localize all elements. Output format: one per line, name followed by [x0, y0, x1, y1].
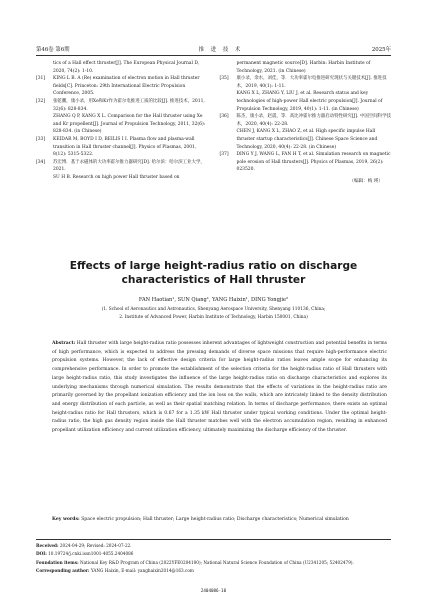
reference-number: [220, 60, 237, 75]
keywords: [52, 516, 387, 525]
abstract-text: Hall thruster with large height-radius ratio possesses inherent advantages of lightweight construction and potential benefits in terms of high performance, which is expected to address the pressing demands of diverse space missions that require high-performance electric propulsion systems. However, the lack of effective design criteria for large height-radius ratios leaves ample scope for enhancing its comprehensive performance. In order to promote the establishment of the selection criteria for the height-radius ratio of Hall thrusters with large height-radius ratio, this study investigates the influence of the large height-radius ratio on discharge characteristics and explores its underlying mechanisms through numerical simulation. The results demonstrate that the effects of variations in the height-radius ratio are primarily governed by the propellant ionization efficiency and the ion loss on the walls, which are intricately linked to the density distribution and energy distribution of each particle, as well as their spatial matching relation. In terms of discharge performance, there exists an optimal height-radius ratio for Hall thrusters, which is 0.67 for a 1.35 kW Hall thruster under typical working conditions. Under the optimal height-radius ratio, the high gas density region inside the Hall thruster matches well with the electron accumulation region, resulting in enhanced propellant utilization efficiency and current utilization efficiency, ultimately maximizing the discharge efficiency of the thruster.: [52, 341, 387, 434]
reference-number: [37]: [219, 152, 229, 158]
reference-entry: [36, 113, 208, 136]
affiliation-1: (1. School of Aeronautics and Astronautics, Shenyang Aerospace University, Shenyang 110136, China;: [101, 307, 326, 312]
reference-number: [36, 174, 53, 182]
reference-text: SU H B. Research on high power Hall thruster based on: [53, 174, 180, 180]
author-list: FAN Haotian¹, SUN Qiang¹, YANG Haixin¹, DING Yongjie²: [138, 297, 289, 303]
reference-number: [220, 90, 237, 113]
reference-text: CHEN J, KANG X L, ZHAO Z, et al. High specific impulse Hall thruster startup characteristics[J]. Chinese Space Science and Technology, 2020, 40(4): 22-28. (in Chinese): [236, 129, 378, 150]
reference-number: [36, 113, 53, 136]
reference-number: [34]: [36, 159, 46, 165]
reference-number: [36, 60, 53, 75]
reference-text: permanent magnetic source[D]. Harbin: Harbin Institute of Technology, 2021. (in Chinese): [236, 61, 371, 74]
doi-label: DOI:: [36, 551, 47, 557]
reference-number: [33]: [36, 136, 46, 142]
abstract-label: Abstract:: [52, 341, 76, 346]
corresponding-line: [36, 567, 391, 575]
doi-value[interactable]: 10.19724/j.cnki.issn1001-4055.2404086: [48, 551, 134, 557]
reference-text: DING Y J, WANG L, FAN H T, et al. Simulation research on magnetic pole erosion of Hall thrusters[J]. Physics of Plasmas, 2019, 26(2): 023520.: [236, 152, 391, 173]
funding-label: Foundation items:: [36, 559, 79, 565]
reference-entry: [220, 113, 392, 128]
page-number: 2404086-10: [200, 588, 227, 593]
references-left-column: [36, 60, 208, 256]
reference-entry: [220, 60, 392, 75]
reference-entry: [220, 128, 392, 151]
header-year: 2025年: [371, 47, 391, 53]
running-header: [36, 44, 391, 56]
funding-text: National Key R&D Program of China (2022YFE0204100); National Natural Science Foundation of China (U2341205; 52402479).: [79, 559, 354, 565]
received-line: [36, 542, 391, 550]
affiliations: [36, 306, 391, 322]
reference-entry: [220, 151, 392, 174]
references-section: [36, 60, 391, 256]
abstract: [52, 340, 387, 436]
journal-name: 推 进 技 术: [198, 47, 243, 53]
editor-note: （编辑：梅 瑛）: [349, 178, 383, 184]
received-label: Received:: [36, 543, 59, 548]
affiliation-2: 2. Institute of Advanced Power, Harbin Institute of Technology, Harbin 150001, China): [119, 315, 308, 320]
reference-number: [35]: [219, 76, 229, 82]
received-dates: 2024-04-29; Revised: 2024-07-22.: [59, 543, 132, 548]
doi-line: [36, 550, 391, 558]
keywords-text: Space electric propulsion; Hall thruster; Large height-radius ratio; Discharge characteristics; Numerical simulation: [81, 517, 349, 522]
corresponding-label: Corresponding author:: [36, 567, 90, 573]
reference-text: 陈杰，康小录，赵震，等．高比冲霍尔推力器启动特性研究[J]. 中国空间科学技术，2020, 40(4): 22-28.: [236, 114, 391, 127]
reference-entry: [36, 174, 208, 182]
reference-number: [36]: [219, 114, 229, 120]
funding-line: [36, 559, 391, 567]
reference-number: [220, 128, 237, 151]
reference-text: ZHANG Q P, KANG X L. Comparison for the Hall thruster using Xe and Kr propellent[J]. Journal of Propulsion Technology, 2011, 32(6): 828-834. (in Chinese): [53, 114, 206, 135]
corresponding-author: YANG Haixin, E-mail: yanghaixin2014@163.com: [90, 567, 194, 573]
reference-entry: [36, 136, 208, 159]
reference-text: KEIDAR M, BOYD I D, BEILIS I I. Plasma flow and plasma-wall transition in Hall thruster channel[J]. Physics of Plasmas, 2001, 8(12): 5315-5322.: [53, 136, 197, 158]
reference-number: [32]: [36, 98, 46, 104]
article-footnotes: [36, 539, 391, 575]
reference-number: [31]: [36, 76, 46, 82]
reference-text: KING L B. A (Re) examination of electron motion in Hall thruster fields[C]. Princeton: 29th International Electric Propulsion Conference, 2005.: [53, 76, 200, 97]
paper-title: Effects of large height-radius ratio on discharge characteristics of Hall thruster: [69, 260, 358, 286]
reference-entry: [36, 159, 208, 174]
reference-text: 张乾鹏，康小录，用Xe和Kr作为霍尔电推进工质的比较[J]. 推进技术，2011, 32(6): 828-834.: [53, 98, 205, 112]
reference-text: 康小录，余水，刘佳，等．大功率霍尔电推进研究现状与关键技术[J]. 推进技术，2019, 40(1): 1-11.: [236, 76, 387, 89]
reference-entry: [36, 98, 208, 113]
reference-text: 苏宏博．基于永磁体的大功率霍尔推力器研究[D]. 哈尔滨：哈尔滨工业大学，2021.: [53, 159, 205, 173]
reference-entry: [36, 60, 208, 75]
reference-entry: [220, 75, 392, 90]
references-right-column: [220, 60, 392, 256]
keywords-label: Key words:: [52, 517, 80, 522]
reference-text: KANG X L, ZHANG Y, LIU J, et al. Research status and key technologies of high-power Hall electric propulsion[J]. Journal of Propulsion Technology, 2019, 40(1): 1-11. (in Chinese): [236, 91, 383, 112]
reference-entry: [220, 90, 392, 113]
reference-entry: [36, 75, 208, 98]
volume-issue: 第46卷 第6期: [36, 47, 70, 53]
reference-text: tics of a Hall effect thruster[J]. The European Physical Journal D, 2020, 74(2): 1-10.: [53, 61, 200, 74]
